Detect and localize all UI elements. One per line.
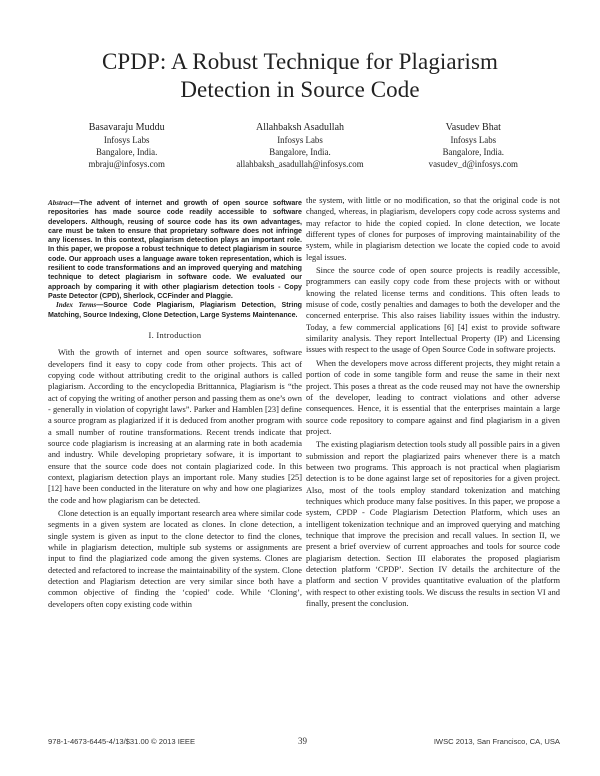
author-city: Bangalore, India. — [442, 147, 504, 158]
author-name: Basavaraju Muddu — [88, 122, 165, 133]
author-org: Infosys Labs — [277, 135, 323, 145]
author-email: allahbaksh_asadullah@infosys.com — [236, 159, 364, 170]
body-paragraph: Clone detection is an equally important research area where similar code segments in a given system are located as clones. In clone detection, a single system is given as input to the clone detector to find the clones, while in plagiarism detection, multiple sub systems or assignments are input to find the plagiarized code among the given systems. Clones are detected and refactored to increase the maintainability of the system. Clone detection and Plagiarism detection are very similar since both have a common objective of finding the ‘copied’ code. While ‘Cloning’, developers often copy existing code within — [48, 509, 302, 609]
abstract-text: —The advent of internet and growth of open source software repositories has made source code readily accessible to software developers. Although, reusing of source code has its own advantages, care must be taken to ensure that proprietary software does not infringe any licenses. In this context, plagiarism detection plays an important role. In this paper, we propose a robust technique to detect plagiarism in source code. Our approach uses a language aware token representation, which is resilient to code transformations and an improved querying and matching technique to detect plagiarism in software code. We evaluated our approach by comparing it with other plagiarism detection tools - Copy Paste Detector (CPD), Sherlock, CCFinder and Plaggie. — [48, 199, 302, 300]
abstract — [48, 199, 302, 301]
conference-info: IWSC 2013, San Francisco, CA, USA — [433, 737, 560, 746]
copyright-notice: 978-1-4673-6445-4/13/$31.00 © 2013 IEEE — [48, 737, 196, 746]
author-email: vasudev_d@infosys.com — [428, 159, 518, 170]
author-org: Infosys Labs — [103, 135, 150, 145]
author-city: Bangalore, India. — [95, 147, 158, 158]
abstract-label: Abstract — [48, 199, 73, 207]
author-email: mbraju@infosys.com — [88, 159, 165, 170]
page-footer — [48, 737, 560, 749]
index-terms-label: Index Terms — [56, 301, 97, 310]
left-column — [48, 199, 302, 612]
page-number: 39 — [298, 736, 307, 746]
author-org: Infosys Labs — [450, 135, 497, 145]
author-2 — [213, 121, 386, 171]
author-name: Allahbaksh Asadullah — [255, 122, 345, 133]
title-line-1: CPDP: A Robust Technique for Plagiarism — [101, 49, 499, 74]
author-3 — [387, 121, 560, 171]
paper-title — [0, 48, 600, 104]
body-paragraph: the system, with little or no modification, so that the original code is not changed, whereas, in plagiarism, developers copy code across systems and may refactor to hide the copied copied. In clone detection, we locate different types of clones for purposes of improving maintainability of the system, while in plagiarism detection we locate the copied code to avoid legal issues. — [306, 196, 560, 262]
body-paragraph: With the growth of internet and open source softwares, software developers find it easy to copy code from other projects. This act of copying code without attributing credit to the original authors is called plagiarism. According to the encyclopedia Brittannica, Plagiarism is “the act of copying the writing of another person and passing them as one’s own - generally in violation of copyright laws”. Parker and Hamblen [23] define a source program as plagiarized if it is deduced from another program with a small number of routine transformations. Recent trends indicate that source code plagiarism is increasing at an alarming rate in both academia and industry. While developing proprietary sofware, it is important to ensure that the source code does not contain plagiarized code. In this context, plagiarism detection plays an important role. Many studies [25] [12] have been conducted in the literature on why and how one plagiarizes the code and how plagiarism can be detected. — [48, 348, 302, 505]
index-terms — [48, 301, 302, 320]
body-paragraph: When the developers move across different projects, they might retain a portion of code in some tangible form and reuse the same in their next project. This poses a threat as the code reused may not have the ownership of the developer, leading to contract violations and other adverse consequences. Hence, it is essential that the enterprises maintain a large source code repository to compare against and find plagiarism in a given project. — [306, 358, 560, 436]
author-name: Vasudev Bhat — [445, 122, 501, 133]
section-heading: I. Introduction — [148, 330, 202, 340]
title-line-2: Detection in Source Code — [180, 77, 420, 102]
body-paragraph: The existing plagiarism detection tools study all possible pairs in a given submission and report the plagiarized pairs whenever there is a match between two programs. This approach is not practical when plagiarism detection is to be done against large set of repositories for a given project. Also, most of the tools employ standard tokenization and matching techniques which produce many false positives. In this paper, we propose a system, CPDP - Code Plagiarism Detection Platform, which uses an intelligent tokenization technique and an improved querying and matching technique that improve the precision and recall values. In section II, we present a brief overview of current approaches and tools for source code plagiarism detection. Section III elaborates the proposed plagiarism detection platform ‘CPDP’. Section IV details the architecture of the platform and section V provides quantitative evaluation of the platform with respect to other existing tools. We discuss the results in section VI and finally, present the conclusion. — [306, 440, 560, 609]
author-block — [40, 121, 560, 171]
author-city: Bangalore, India. — [269, 147, 331, 158]
right-column — [306, 195, 560, 611]
index-terms-text: —Source Code Plagiarism, Plagiarism Detection, String Matching, Source Indexing, Clone Detection, Large Systems Maintenance. — [48, 301, 303, 319]
body-paragraph: Since the source code of open source projects is readily accessible, programmers can easily copy code from these projects with or without knowing the related license terms and conditions. This often leads to misuse of code, costly penalties and damages to both the developer and the concerned enterprise. This also raises liability issues within the industry. Today, a few commercial applications [6] [4] exist to provide software similarity analysis. They report Intellectual Property (IP) and Licensing issues with respect to the usage of Open Source Code in software projects. — [306, 266, 560, 355]
author-1 — [40, 121, 213, 171]
